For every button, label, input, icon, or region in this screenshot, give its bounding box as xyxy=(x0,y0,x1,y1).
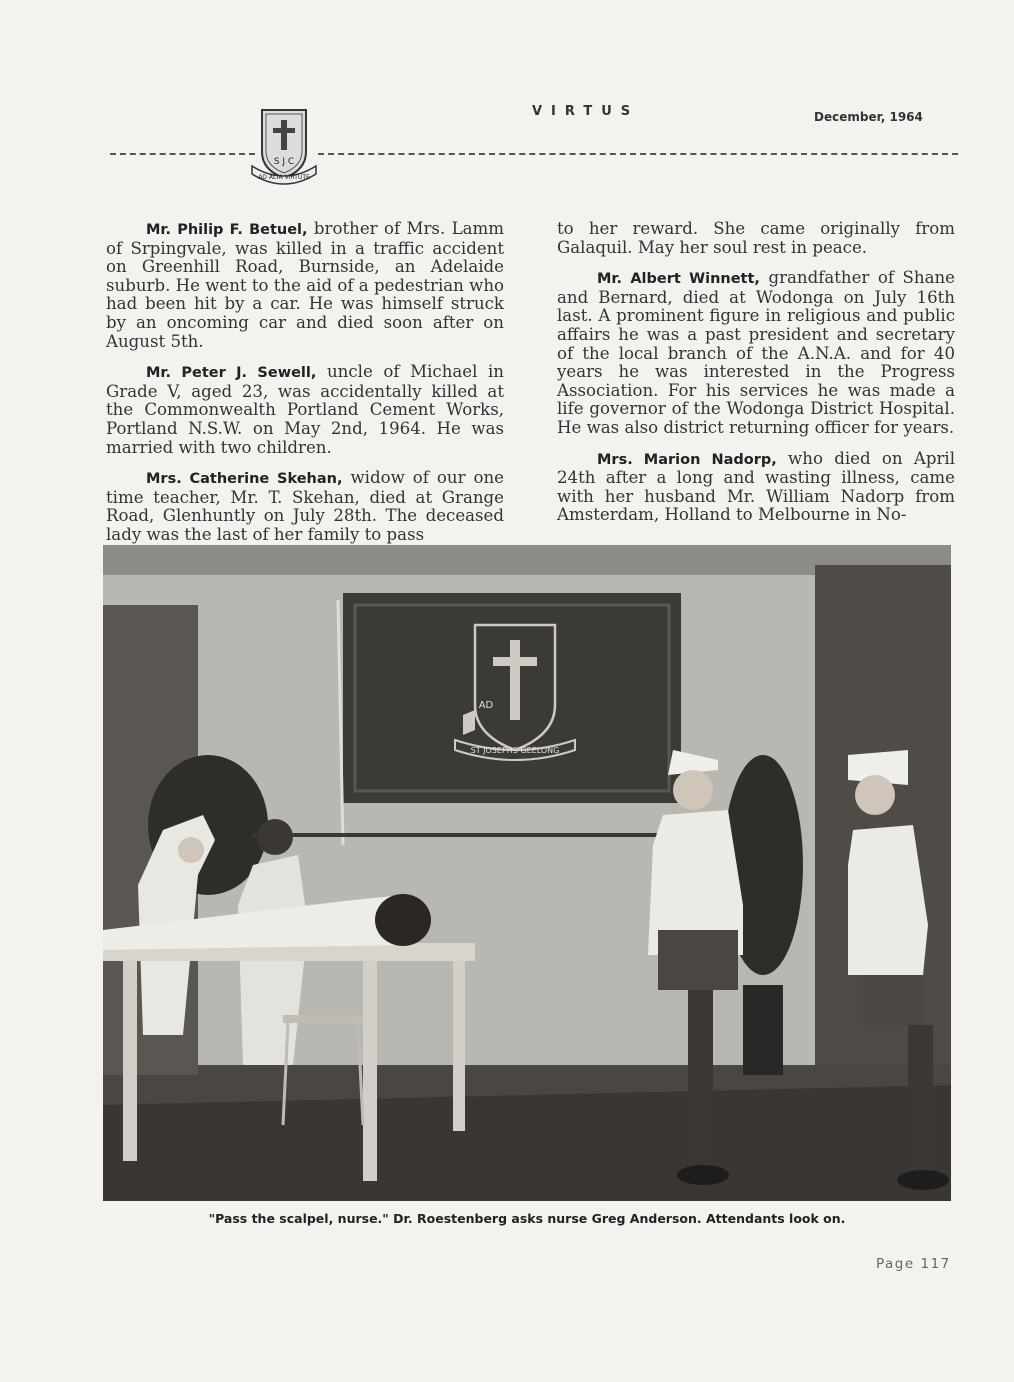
left-column xyxy=(106,220,504,557)
obituary-name: Mr. Albert Winnett, xyxy=(597,271,760,288)
photo-scene xyxy=(103,545,951,1201)
header-rule-right xyxy=(318,153,958,155)
obituary-nadorp xyxy=(557,450,955,525)
obituary-text: grandfather of Shane and Bernard, died at Wodonga on July 16th last. A prominent figure in religious and public affairs he was a past president and secretary of the local branch of the A.N.A. and for 40 years he was interested in the Progress Association. For his services he was made a life governor of the Wodonga District Hospital. He was also district returning officer for years. xyxy=(557,268,956,437)
obituary-skehan xyxy=(106,469,504,544)
obituary-text: who died on April 24th after a long and wasting illness, came with her husband Mr. William Nadorp from Amsterdam, Holland to Melbourne in No- xyxy=(557,448,955,525)
obituary-name: Mr. Peter J. Sewell, xyxy=(146,365,317,382)
banner-text: ST JOSEPHS GEELONG xyxy=(470,746,560,755)
header-title: VIRTUS xyxy=(532,104,640,119)
banner-motto: AD xyxy=(478,700,494,711)
school-crest-icon xyxy=(248,104,320,192)
header-rule-left xyxy=(110,153,255,155)
obituary-name: Mrs. Catherine Skehan, xyxy=(146,471,343,488)
obituary-text: widow of our one time teacher, Mr. T. Skehan, died at Grange Road, Glenhuntly on July 28th. The deceased lady was the last of her family to pass xyxy=(106,468,504,544)
crest-motto: AD ALTA VIRTUTE xyxy=(258,174,310,181)
crest-letters: S J C xyxy=(273,157,295,167)
obituary-betuel xyxy=(106,220,504,351)
right-column xyxy=(557,220,955,537)
obituary-sewell xyxy=(106,363,504,457)
page-number: Page 117 xyxy=(876,1256,951,1272)
obituary-name: Mrs. Marion Nadorp, xyxy=(597,451,777,468)
photo-caption: "Pass the scalpel, nurse." Dr. Roestenberg asks nurse Greg Anderson. Attendants look on. xyxy=(208,1211,846,1226)
obituary-continuation: to her reward. She came originally from Galaquil. May her soul rest in peace. xyxy=(557,219,955,257)
obituary-text: uncle of Michael in Grade V, aged 23, was accidentally killed at the Commonwealth Portland Cement Works, Portland N.S.W. on May 2nd, 1964. He was married with two children. xyxy=(106,362,504,457)
photograph xyxy=(103,545,951,1201)
obituary-winnett xyxy=(557,269,955,437)
obituary-text: brother of Mrs. Lamm of Srpingvale, was killed in a traffic accident on Greenhill Road, Burnside, an Adelaide suburb. He went to the aid of a pedestrian who had been hit by a car. He was himself struck by an oncoming car and died soon after on August 5th. xyxy=(106,219,504,351)
obituary-name: Mr. Philip F. Betuel, xyxy=(146,222,308,238)
header-date: December, 1964 xyxy=(814,110,923,124)
